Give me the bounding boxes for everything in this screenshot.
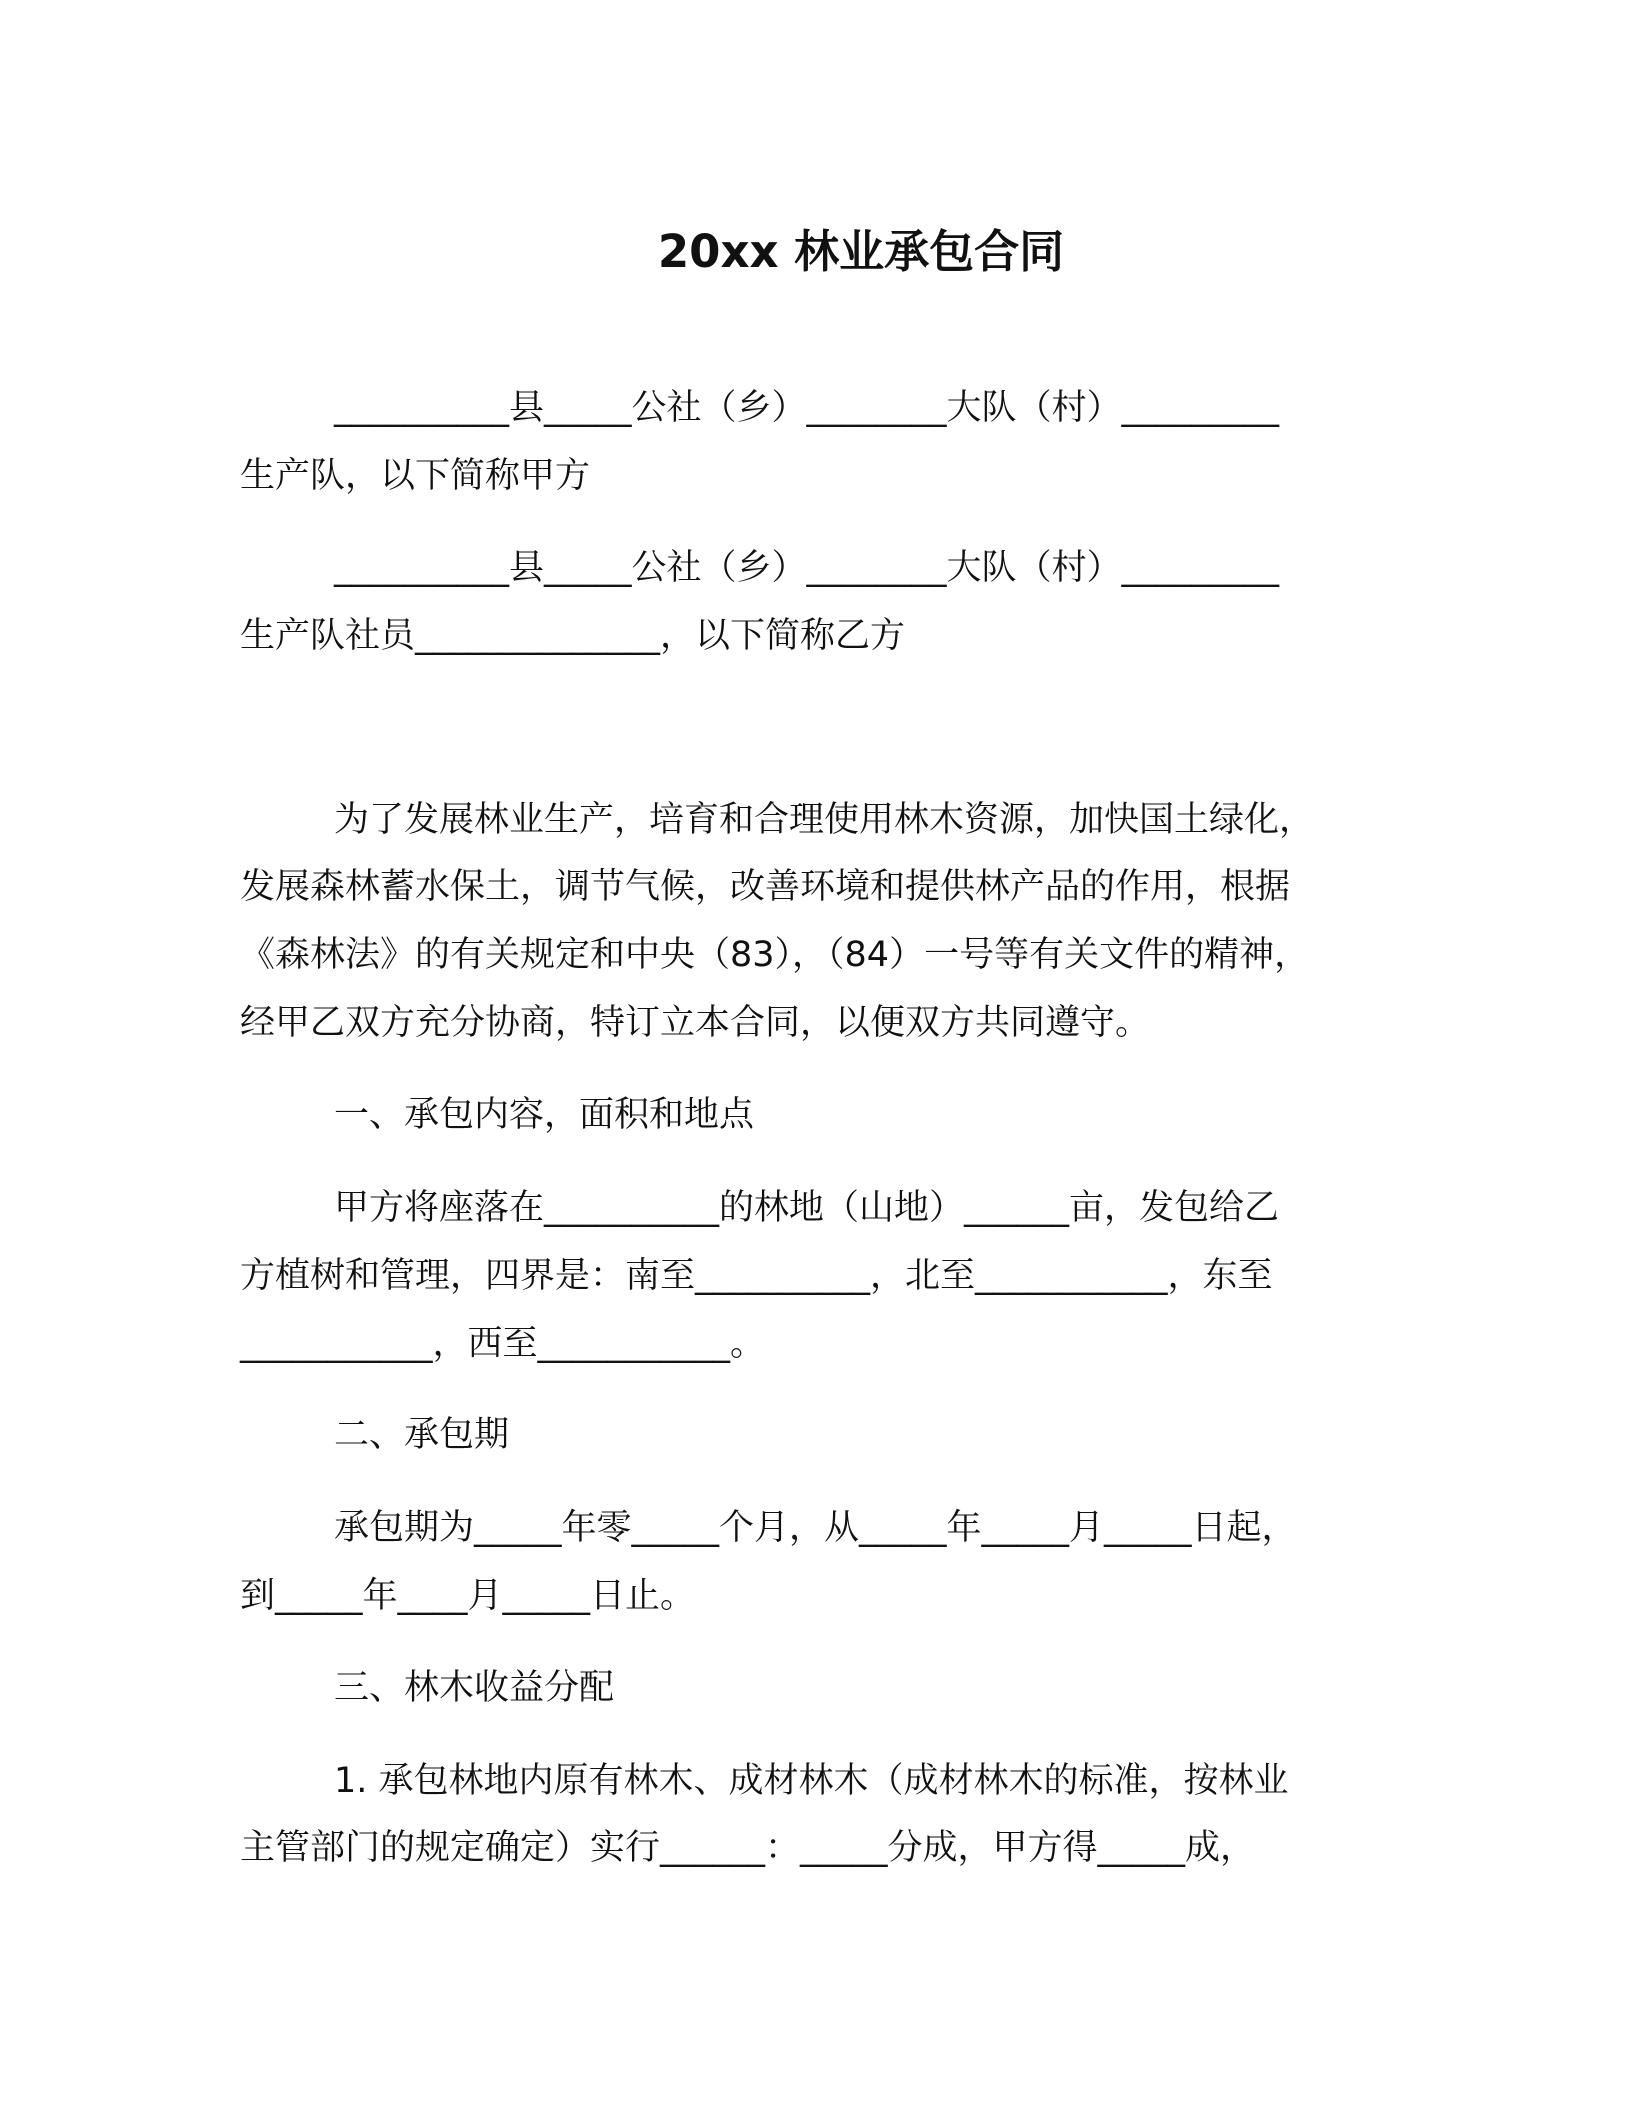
section-2-line-2: 到_____年____月_____日止。 xyxy=(240,1576,696,1616)
document-title: 20xx 林业承包合同 xyxy=(657,225,1065,278)
party-a-line-1: __________县_____公社（乡）________大队（村）_________ xyxy=(334,388,1280,428)
section-1-line-3: ___________，西至___________。 xyxy=(240,1324,766,1364)
section-3-line-2: 主管部门的规定确定）实行______：_____分成，甲方得_____成， xyxy=(240,1828,1256,1868)
preamble-line-2: 发展森林蓄水保土，调节气候，改善环境和提供林产品的作用，根据 xyxy=(240,867,1291,907)
section-1-line-1: 甲方将座落在__________的林地（山地）______亩，发包给乙 xyxy=(334,1188,1280,1228)
section-2-line-1: 承包期为_____年零_____个月，从_____年_____月_____日起， xyxy=(334,1508,1297,1548)
section-3-line-1: 1. 承包林地内原有林木、成材林木（成材林木的标准，按林业 xyxy=(334,1761,1289,1801)
preamble-line-3: 《森林法》的有关规定和中央（83），（84）一号等有关文件的精神， xyxy=(240,935,1310,975)
party-a-line-2: 生产队，以下简称甲方 xyxy=(240,456,591,496)
section-3-heading: 三、林木收益分配 xyxy=(334,1668,615,1708)
section-1-heading: 一、承包内容，面积和地点 xyxy=(334,1095,755,1135)
party-b-line-2: 生产队社员______________，以下简称乙方 xyxy=(240,616,906,656)
preamble-line-4: 经甲乙双方充分协商，特订立本合同，以便双方共同遵守。 xyxy=(240,1003,1151,1043)
preamble-line-1: 为了发展林业生产，培育和合理使用林木资源，加快国土绿化， xyxy=(334,800,1315,840)
party-b-line-1: __________县_____公社（乡）________大队（村）_________ xyxy=(334,548,1280,588)
section-2-heading: 二、承包期 xyxy=(334,1415,510,1455)
section-1-line-2: 方植树和管理，四界是：南至__________，北至___________，东至 xyxy=(240,1256,1273,1296)
